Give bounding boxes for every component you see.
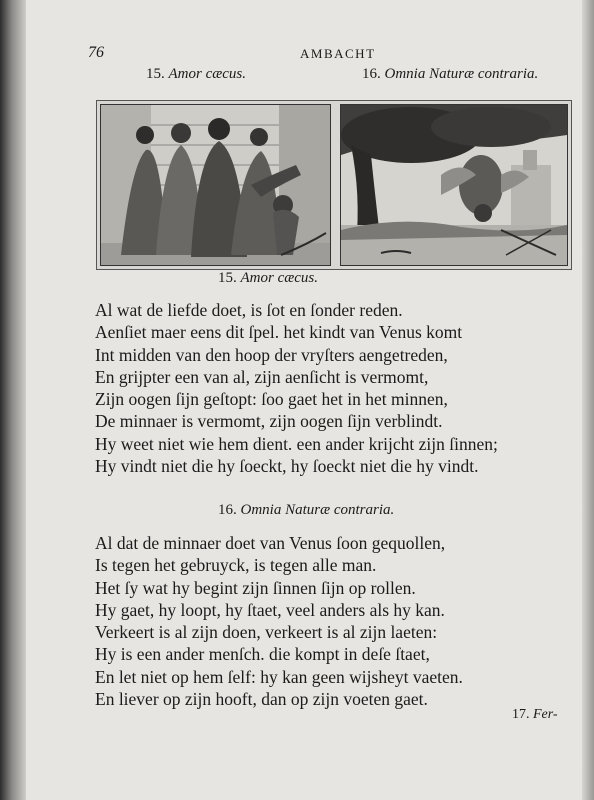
book-gutter [0,0,26,800]
verse-line: Hy gaet, hy loopt, hy ſtaet, veel anders als hy kan. [95,599,445,620]
verse-line: Verkeert is al zijn doen, verkeert is al zijn laeten: [95,622,438,643]
verse-line: Hy is een ander menſch. die kompt in deſe ſtaet, [95,644,430,665]
verse-line: Het ſy wat hy begint zijn ſinnen ſijn op rollen. [95,577,416,598]
caption-number: 15. [146,66,165,82]
emblem-16-verse [95,532,463,710]
verse-line: Al dat de minnaer doet van Venus ſoon gequollen, [95,533,446,553]
caption-title: Amor cæcus. [168,66,246,82]
verse-line: Is tegen het gebruyck, is tegen alle man. [95,555,377,576]
heading-number: 16. [218,502,237,518]
plate-caption-left [146,66,246,83]
page-number: 76 [88,44,104,61]
caption-number: 16. [362,66,381,82]
verse-line: De minnaer is vermomt, zijn oogen ſijn verblindt. [95,411,443,432]
heading-number: 15. [218,270,237,286]
heading-title: Amor cæcus. [240,270,318,286]
verse-line: Aenſiet maer eens dit ſpel. het kindt van Venus komt [95,322,463,343]
plate-caption-right [362,66,538,83]
caption-title: Omnia Naturæ contraria. [384,66,539,82]
engraving-omnia-naturae-contraria [340,104,568,266]
verse-line: Zijn oogen ſijn geſtopt: ſoo gaet het in het minnen, [95,389,448,410]
catchword [512,707,558,723]
catchword-number: 17. [512,707,530,722]
verse-line: En grijpter een van al, zijn aenſicht is vermomt, [95,366,429,387]
heading-title: Omnia Naturæ contraria. [240,502,395,518]
running-head: AMBACHT [300,46,376,61]
verse-line: Al wat de liefde doet, is ſot en ſonder reden. [95,300,403,320]
catchword-text: Fer- [533,707,558,722]
emblem-16-heading [218,502,394,519]
engraving-amor-caecus [100,104,331,266]
emblem-15-verse [95,299,498,477]
verse-line: En liever op zijn hooft, dan op zijn voeten gaet. [95,689,428,710]
engraving-plates [96,100,572,270]
emblem-15-heading [218,270,318,287]
verse-line: Hy vindt niet die hy ſoeckt, hy ſoeckt niet die hy vindt. [95,456,479,477]
verse-line: Hy weet niet wie hem dient. een ander krijcht zijn ſinnen; [95,433,498,454]
verse-line: En let niet op hem ſelf: hy kan geen wijsheyt vaeten. [95,666,463,687]
verse-line: Int midden van den hoop der vryſters aengetreden, [95,344,448,365]
